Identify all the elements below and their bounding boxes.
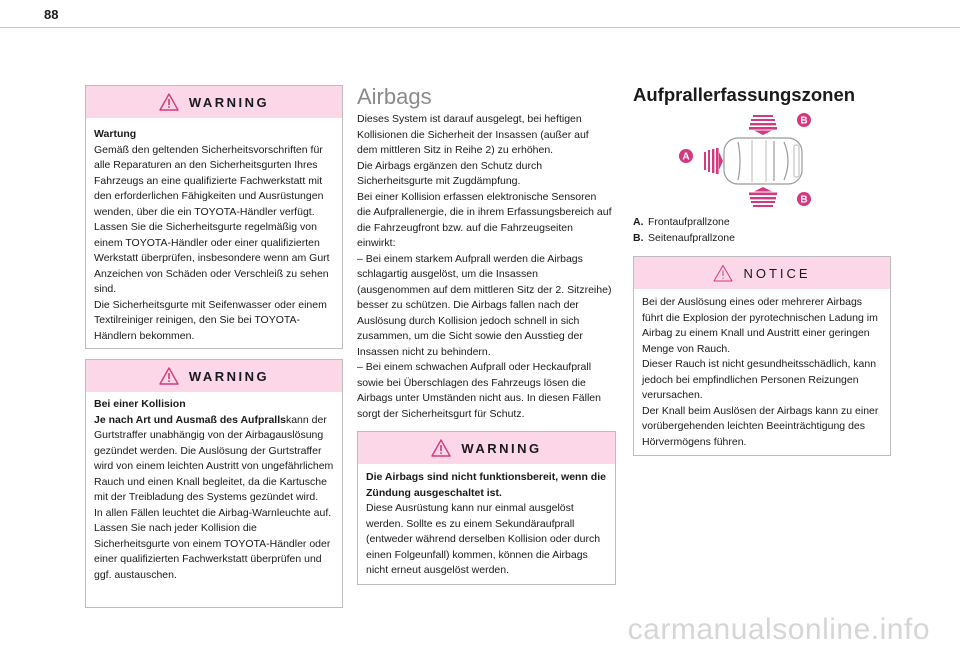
svg-text:B: B: [800, 115, 808, 127]
lead-rest: kann der Gurtstraffer unabhängig von der Airbagauslösung gezündet werden. Die Auslösung der Gurtstraffer wird von einem leichten Austritt von ungefährlichem Rauch und einen Knall begleitet, da die Kartusche mit der Treibladung des Systems gezündet wird.: [94, 413, 334, 503]
watermark: carmanualsonline.info: [627, 613, 930, 646]
warning-triangle-icon: [159, 367, 179, 385]
bold-lead: Je nach Art und Ausmaß des Aufpralls: [94, 413, 286, 426]
warning-title: WARNING: [188, 368, 270, 384]
notice-title: NOTICE: [743, 265, 811, 281]
paragraph: – Bei einem schwachen Aufprall oder Heckaufprall sowie bei Überschlagen des Fahrzeugs lösen die Airbags unter Umständen nicht aus. In diesen Fällen sorgt der Sicherheitsgurt für Schutz.: [357, 361, 601, 420]
warning-box-ignition: [357, 431, 616, 585]
svg-text:A: A: [682, 151, 690, 163]
paragraph: Dieser Rauch ist nicht gesundheitsschädlich, kann jedoch bei empfindlichen Personen Reizungen verursachen.: [642, 358, 877, 401]
notice-header: [634, 257, 890, 289]
warning-heading: Wartung: [94, 128, 137, 140]
page-number: 88: [44, 7, 59, 22]
paragraph: Bei einer Kollision erfassen elektronische Sensoren die Aufprallenergie, die in ihrem Erfassungsbereich auf die Fahrzeugfront bzw. auf die Fahrzeugseiten einwirkt:: [357, 190, 612, 249]
notice-box: [633, 256, 891, 456]
notice-triangle-icon: [713, 264, 733, 282]
paragraph: Gemäß den geltenden Sicherheitsvorschriften für alle Reparaturen an den Sicherheitsgurten Ihres Fahrzeugs an eine qualifizierte Fachwerkstatt mit den erforderlichen Fähigkeiten und Ausrüstungen wenden, über die ein TOYOTA-Händler verfügt.: [94, 143, 324, 218]
warning-triangle-icon: [159, 93, 179, 111]
warning-heading: Die Airbags sind nicht funktionsbereit, wenn die Zündung ausgeschaltet ist.: [366, 471, 606, 499]
airbags-text: [357, 112, 612, 422]
warning-heading: Bei einer Kollision: [94, 398, 186, 410]
legend-item: B. Seitenaufprallzone: [633, 232, 735, 244]
warning-header: [358, 432, 615, 464]
warning-triangle-icon: [431, 439, 451, 457]
warning-header: [86, 360, 342, 392]
warning-box-maintenance: [85, 85, 343, 349]
paragraph: Der Knall beim Auslösen der Airbags kann zu einer vorübergehenden leichten Beeinträchtigung des Hörvermögens führen.: [642, 404, 879, 448]
zones-legend: [633, 214, 735, 246]
svg-text:B: B: [800, 194, 808, 206]
warning-header: [86, 86, 342, 118]
side-impact-arrows-bottom-icon: [749, 187, 777, 207]
paragraph: Bei der Auslösung eines oder mehrerer Airbags führt die Explosion der pyrotechnischen Ladung im Airbag zu einem Knall und Austritt einer geringen Menge von Rauch.: [642, 296, 878, 355]
paragraph: Dieses System ist darauf ausgelegt, bei heftigen Kollisionen die Sicherheit der Insassen (außer auf dem mittleren Sitz in Reihe 2) zu erhöhen.: [357, 113, 589, 156]
paragraph: Diese Ausrüstung kann nur einmal ausgelöst werden. Sollte es zu einem Sekundäraufprall (entweder während derselben Kollision oder durch einen Folgeunfall) kommen, können die Airbags nicht erneut ausgelöst werden.: [366, 502, 601, 576]
warning-title: WARNING: [188, 94, 270, 110]
zone-label-a: [679, 149, 693, 163]
paragraph: In allen Fällen leuchtet die Airbag-Warnleuchte auf.: [94, 506, 332, 519]
paragraph: – Bei einem starkem Aufprall werden die Airbags schlagartig ausgelöst, um die Insassen (ausgenommen auf dem mittleren Sitz der 2. Sitzreihe) besser zu schützen. Die Airbags fallen nach der Auslösung durch Kollision jedoch schnell in sich zusammen, um die Sicht sowie den Ausstieg der Insassen nicht zu behindern.: [357, 252, 612, 358]
paragraph: Lassen Sie die Sicherheitsgurte regelmäßig von einem TOYOTA-Händler oder einer qualifizierten Werkstatt überprüfen, insbesondere wenn am Gurt Anzeichen von Schäden oder Verschleiß zu sehen sind.: [94, 221, 330, 295]
zone-label-b-bottom: [797, 192, 811, 206]
legend-item: A. Frontaufprallzone: [633, 216, 730, 228]
paragraph: [94, 413, 334, 506]
paragraph: Die Sicherheitsgurte mit Seifenwasser oder einem Textilreiniger reinigen, den Sie bei TOYOTA-Händlern bekommen.: [94, 298, 327, 342]
top-divider: [0, 27, 960, 28]
paragraph: Lassen Sie nach jeder Kollision die Sicherheitsgurte von einem TOYOTA-Händler oder einer qualifizierten Fachwerkstatt überprüfen und ggf. austauschen.: [94, 522, 331, 581]
front-impact-arrows-icon: [704, 148, 723, 174]
warning-box-collision: [85, 359, 343, 608]
warning-title: WARNING: [461, 440, 542, 456]
paragraph: Die Airbags ergänzen den Schutz durch Sicherheitsgurte mit Zugdämpfung.: [357, 159, 543, 187]
car-outline-icon: [724, 138, 802, 184]
impact-zones-diagram: [676, 108, 816, 212]
side-impact-arrows-top-icon: [749, 115, 777, 135]
section-title-airbags: Airbags: [357, 84, 432, 109]
section-title-zones: Aufprallerfassungszonen: [633, 84, 856, 105]
zone-label-b-top: [797, 113, 811, 127]
